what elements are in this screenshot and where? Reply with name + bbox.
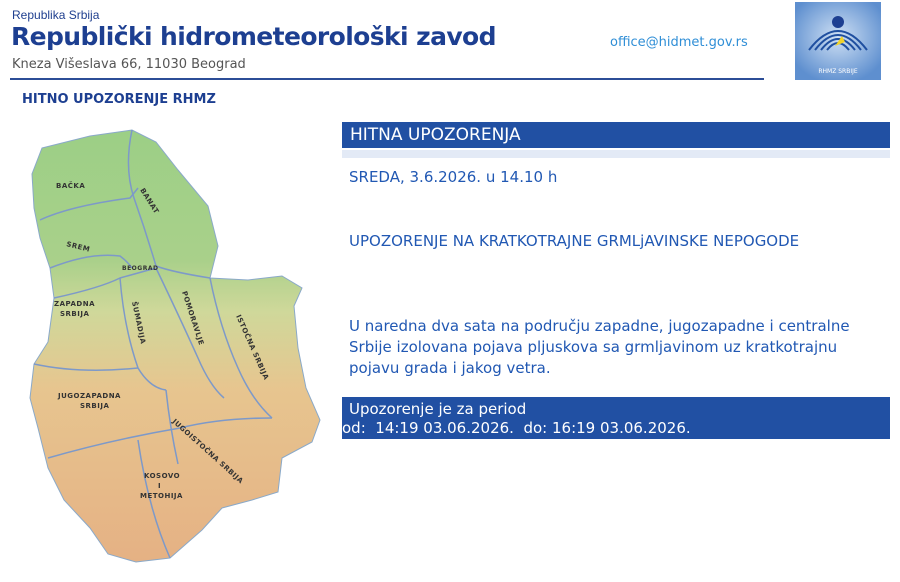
title-bar-underline [342,150,890,158]
header-org-small: Republika Srbija [12,8,100,22]
region-label-pomoravlje: POMORAVLJE [180,290,206,347]
serbia-regions-map [20,128,330,568]
region-label-zapadna-2: SRBIJA [60,310,90,318]
region-label-jugozapadna-2: SRBIJA [80,402,110,410]
region-label-kosovo-3: METOHIJA [140,492,183,500]
region-label-jugozapadna-1: JUGOZAPADNA [58,392,121,400]
warning-dateline: SREDA, 3.6.2026. u 14.10 h [349,168,558,186]
region-label-srem: SREM [65,240,91,254]
page-heading: HITNO UPOZORENJE RHMZ [22,92,216,107]
region-label-kosovo-1: KOSOVO [144,472,181,480]
region-label-jugoistocna: JUGOISTOČNA SRBIJA [170,417,245,486]
period-label: Upozorenje je za period [349,400,527,418]
warning-text: U naredna dva sata na području zapadne, jugozapadne i centralne Srbije izolovana pojava pljuskova sa grmljavinom uz kratkotrajnu pojavu grada i jakog vetra. [349,317,850,377]
warning-heading: UPOZORENJE NA KRATKOTRAJNE GRMLjAVINSKE NEPOGODE [349,232,800,250]
region-label-istocna: ISTOČNA SRBIJA [234,313,271,382]
period-range: od: 14:19 03.06.2026. do: 16:19 03.06.2026. [342,419,691,437]
rhmz-logo [795,2,881,80]
header-address: Kneza Višeslava 66, 11030 Beograd [12,57,246,72]
region-label-zapadna-1: ZAPADNA [54,300,95,308]
region-label-backa: BAČKA [56,182,86,190]
warning-period-box [342,397,890,439]
logo-text: RHMZ SRBIJE [818,68,858,75]
region-label-kosovo-2: I [158,482,162,490]
warning-title-bar: HITNA UPOZORENJA [342,122,890,148]
email-link[interactable]: office@hidmet.gov.rs [610,35,748,50]
region-label-sumadija: ŠUMADIJA [130,300,147,346]
header-org-name: Republički hidrometeorološki zavod [11,22,496,51]
header-divider [10,78,764,80]
region-label-beograd: BEOGRAD [122,265,159,272]
region-label-banat: BANAT [138,186,161,216]
